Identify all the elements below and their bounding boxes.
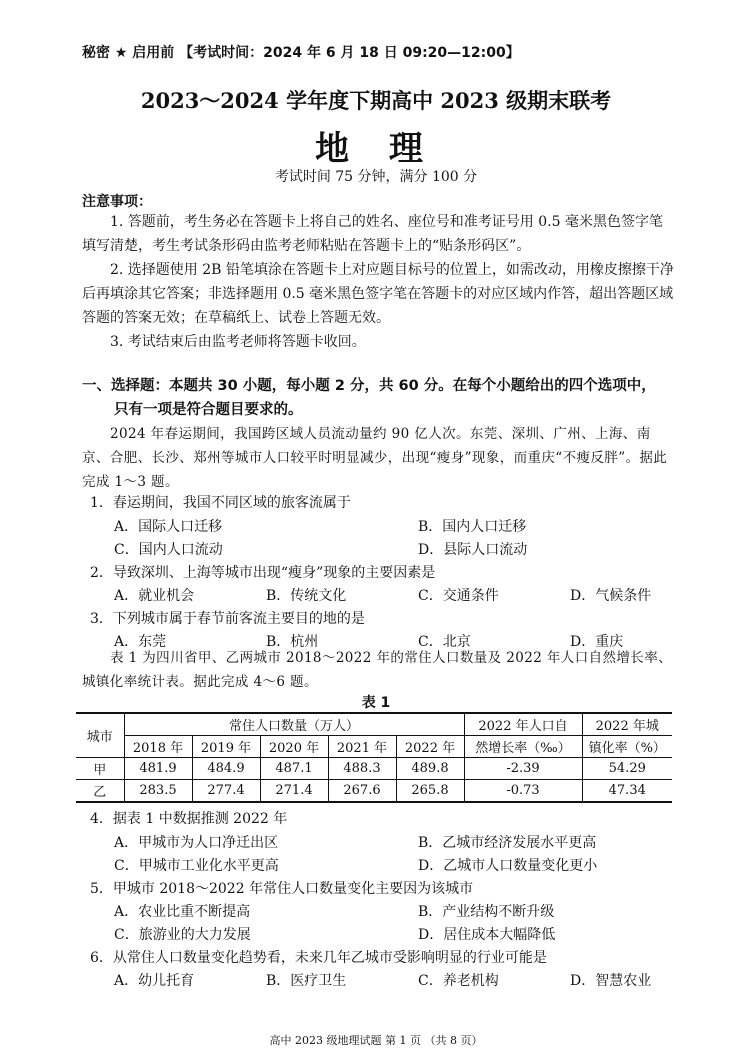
- question-6-stem: 6．从常住人口数量变化趋势看，未来几年乙城市受影响明显的行业可能是: [90, 950, 547, 966]
- table-row: [76, 758, 672, 780]
- table-header-growth-2: 然增长率（‰）: [464, 736, 582, 758]
- section-heading-line1: 一、选择题：本题共 30 小题，每小题 2 分，共 60 分。在每个小题给出的四个选项中，: [82, 378, 656, 394]
- question-1-option-b: B．国内人口迁移: [418, 519, 527, 535]
- question-5-option-d: D．居住成本大幅降低: [418, 927, 556, 943]
- table-header-year: 2018 年: [124, 736, 192, 758]
- question-4-option-a: A．甲城市为人口净迁出区: [114, 835, 279, 851]
- intro-paragraph-1: 2024 年春运期间，我国跨区域人员流动量约 90 亿人次。东莞、深圳、广州、上海、南京、合肥、长沙、郑州等城市人口较平时明显减少，出现“瘦身”现象，而重庆“不瘦反胖”。据此完成 1～3 题。: [82, 426, 668, 490]
- table-header-population: 常住人口数量（万人）: [124, 713, 464, 736]
- table-cell-growth: -0.73: [464, 780, 582, 803]
- table-cell: 487.1: [260, 758, 328, 780]
- question-5-option-a: A．农业比重不断提高: [114, 904, 251, 920]
- table-cell-urban: 54.29: [582, 758, 672, 780]
- table-header-year: 2019 年: [192, 736, 260, 758]
- question-5-option-b: B．产业结构不断升级: [418, 904, 555, 920]
- intro-paragraph-2: 表 1 为四川省甲、乙两城市 2018～2022 年的常住人口数量及 2022 年人口自然增长率、城镇化率统计表。据此完成 4～6 题。: [82, 650, 673, 690]
- exam-title: 2023～2024 学年度下期高中 2023 级期末联考: [140, 88, 612, 113]
- table-cell: 283.5: [124, 780, 192, 803]
- question-1-option-a: A．国际人口迁移: [114, 519, 223, 535]
- secret-line: 秘密 ★ 启用前 【考试时间：2024 年 6 月 18 日 09:20—12:00】: [82, 45, 520, 61]
- table-header-city: 城市: [76, 713, 124, 758]
- table-row: [76, 780, 672, 803]
- notice-item-3: 3. 考试结束后由监考老师将答题卡收回。: [110, 334, 366, 350]
- question-2-option-d: D．气候条件: [570, 588, 652, 604]
- table-cell-urban: 47.34: [582, 780, 672, 803]
- question-2-option-a: A．就业机会: [114, 588, 195, 604]
- question-1-option-d: D．县际人口流动: [418, 542, 528, 558]
- notice-item-2: 2. 选择题使用 2B 铅笔填涂在答题卡上对应题目标号的位置上，如需改动，用橡皮擦擦干净后再填涂其它答案；非选择题用 0.5 毫米黑色签字笔在答题卡的对应区域内作答，超出答题区域答题的答案无效；在草稿纸上、试卷上答题无效。: [82, 262, 674, 326]
- exam-info: 考试时间 75 分钟，满分 100 分: [274, 169, 478, 185]
- question-5-option-c: C．旅游业的大力发展: [114, 927, 251, 943]
- question-3-option-d: D．重庆: [570, 634, 624, 650]
- question-2-option-c: C．交通条件: [418, 588, 499, 604]
- table-header-urban-2: 镇化率（%）: [582, 736, 672, 758]
- table-cell: 489.8: [396, 758, 464, 780]
- question-3-option-b: B．杭州: [266, 634, 319, 650]
- table-cell: 267.6: [328, 780, 396, 803]
- table-header-growth-1: 2022 年人口自: [464, 713, 582, 736]
- table-cell-growth: -2.39: [464, 758, 582, 780]
- table-cell: 265.8: [396, 780, 464, 803]
- question-4-stem: 4．据表 1 中数据推测 2022 年: [90, 811, 288, 827]
- table-cell-city: 甲: [76, 758, 124, 780]
- question-4-option-d: D．乙城市人口数量变化更小: [418, 858, 598, 874]
- table-cell: 481.9: [124, 758, 192, 780]
- population-table: [76, 712, 672, 803]
- table-cell: 488.3: [328, 758, 396, 780]
- notice-heading: 注意事项：: [82, 194, 152, 210]
- table-cell: 484.9: [192, 758, 260, 780]
- question-6-option-a: A．幼儿托育: [114, 973, 195, 989]
- page-footer: 高中 2023 级地理试题 第 1 页 （共 8 页）: [269, 1034, 483, 1047]
- question-2-option-b: B．传统文化: [266, 588, 347, 604]
- question-4-option-b: B．乙城市经济发展水平更高: [418, 835, 597, 851]
- question-3-option-c: C．北京: [418, 634, 471, 650]
- notice-item-1: 1. 答题前，考生务必在答题卡上将自己的姓名、座位号和准考证号用 0.5 毫米黑色签字笔填写清楚，考生考试条形码由监考老师粘贴在答题卡上的“贴条形码区”。: [82, 214, 663, 254]
- question-3-stem: 3．下列城市属于春节前客流主要目的地的是: [90, 611, 365, 627]
- table-cell: 277.4: [192, 780, 260, 803]
- question-4-option-c: C．甲城市工业化水平更高: [114, 858, 279, 874]
- question-6-option-c: C．养老机构: [418, 973, 499, 989]
- table-header-urban-1: 2022 年城: [582, 713, 672, 736]
- question-6-option-b: B．医疗卫生: [266, 973, 347, 989]
- table-header-year: 2021 年: [328, 736, 396, 758]
- table-caption: 表 1: [361, 695, 391, 711]
- question-2-stem: 2．导致深圳、上海等城市出现“瘦身”现象的主要因素是: [90, 565, 436, 581]
- table-header-year: 2022 年: [396, 736, 464, 758]
- table-cell: 271.4: [260, 780, 328, 803]
- table-cell-city: 乙: [76, 780, 124, 803]
- question-3-option-a: A．东莞: [114, 634, 167, 650]
- table-header-year: 2020 年: [260, 736, 328, 758]
- section-heading-line2: 只有一项是符合题目要求的。: [114, 402, 303, 418]
- question-1-stem: 1．春运期间，我国不同区域的旅客流属于: [90, 495, 351, 511]
- question-5-stem: 5．甲城市 2018～2022 年常住人口数量变化主要因为该城市: [90, 881, 474, 897]
- question-6-option-d: D．智慧农业: [570, 973, 652, 989]
- subject-title: 地 理: [315, 129, 437, 169]
- question-1-option-c: C．国内人口流动: [114, 542, 223, 558]
